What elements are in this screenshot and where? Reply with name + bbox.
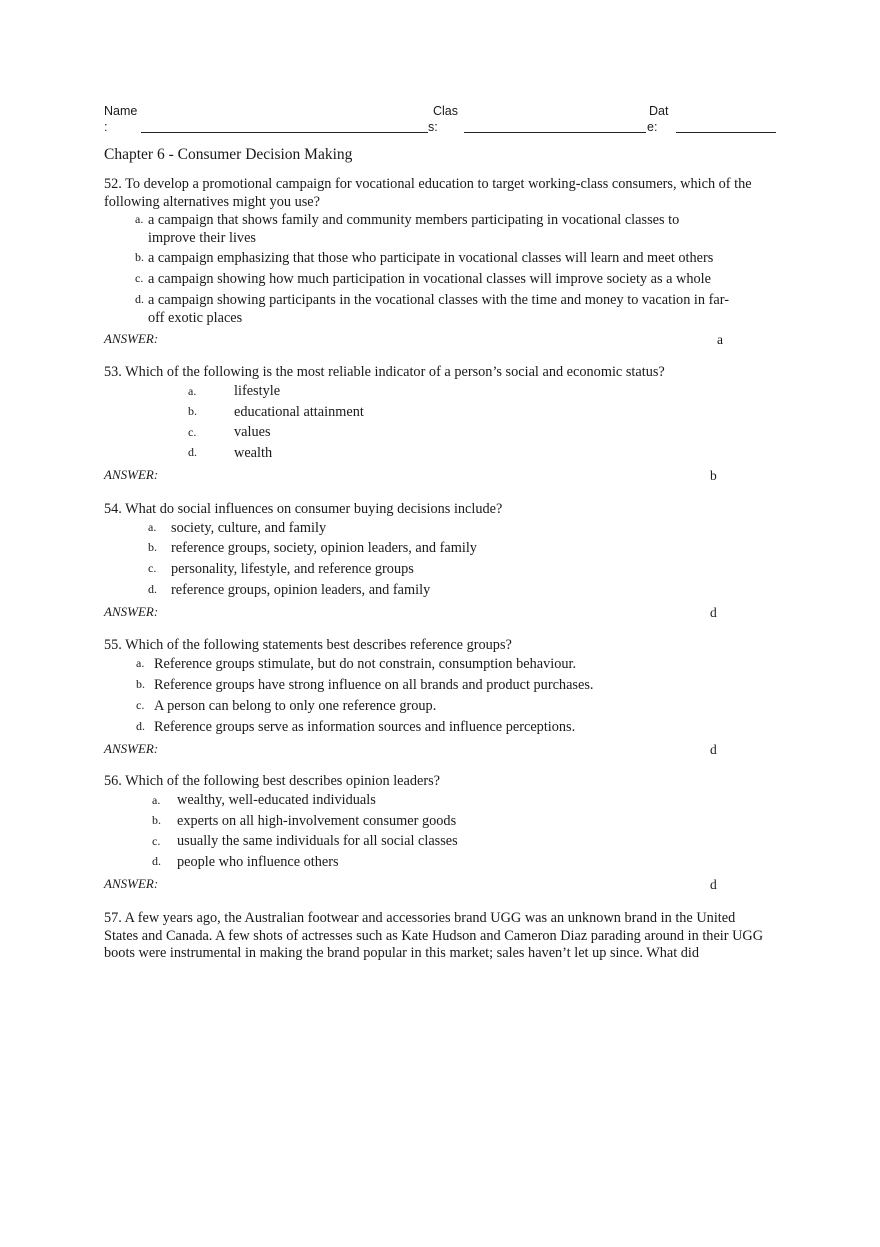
q53-option-d: wealth — [234, 445, 273, 461]
q55-option-b: Reference groups have strong influence on all brands and product purchases. — [154, 677, 594, 693]
q56-option-d-label: d. — [152, 854, 161, 868]
date-field-line[interactable] — [676, 132, 776, 133]
q56-option-d: people who influence others — [177, 854, 339, 870]
question-56-text: 56. Which of the following best describes opinion leaders? — [104, 773, 441, 789]
question-57-text: 57. A few years ago, the Australian footwear and accessories brand UGG was an unknown brand in the United States and Canada. A few shots of actresses such as Kate Hudson and Cameron Diaz parading around in their UGG boots were instrumental in making the brand popular in this market; sales haven’t let up since. What did — [104, 910, 764, 961]
q56-option-b-label: b. — [152, 813, 161, 827]
q54-option-d: reference groups, opinion leaders, and family — [171, 582, 431, 598]
q53-option-a-label: a. — [188, 384, 197, 398]
date-label: Dat — [649, 104, 669, 118]
q55-option-c-label: c. — [136, 698, 145, 712]
question-52-text: 52. To develop a promotional campaign for vocational education to target working-class consumers, which of the following alternatives might you use? — [104, 176, 752, 210]
q56-answer-value: d — [710, 877, 717, 892]
q54-option-a-label: a. — [148, 520, 157, 534]
q53-option-a: lifestyle — [234, 383, 281, 399]
q52-option-a: a campaign that shows family and community members participating in vocational classes to improve their lives — [148, 212, 680, 246]
q53-option-c: values — [234, 424, 271, 440]
q53-option-b: educational attainment — [234, 404, 364, 420]
date-label-suffix: e: — [647, 120, 658, 134]
q54-option-d-label: d. — [148, 582, 157, 596]
q54-answer-value: d — [710, 605, 717, 620]
question-54-text: 54. What do social influences on consumer buying decisions include? — [104, 501, 503, 517]
q52-answer-value: a — [717, 332, 723, 347]
class-label: Clas — [433, 104, 459, 118]
name-field-line[interactable] — [141, 132, 428, 133]
question-55-text: 55. Which of the following statements best describes reference groups? — [104, 637, 512, 653]
q54-option-c-label: c. — [148, 561, 157, 575]
q54-option-c: personality, lifestyle, and reference groups — [171, 561, 414, 577]
q54-option-a: society, culture, and family — [171, 520, 327, 536]
q56-option-a: wealthy, well-educated individuals — [177, 792, 376, 808]
q55-answer-value: d — [710, 742, 717, 757]
chapter-title: Chapter 6 - Consumer Decision Making — [104, 146, 353, 163]
name-label-colon: : — [104, 120, 108, 134]
q52-option-a-label: a. — [135, 212, 144, 226]
q55-option-d: Reference groups serve as information sources and influence perceptions. — [154, 719, 576, 735]
question-53-text: 53. Which of the following is the most reliable indicator of a person’s social and economic status? — [104, 364, 665, 380]
q54-option-b-label: b. — [148, 540, 157, 554]
q56-option-c: usually the same individuals for all social classes — [177, 833, 458, 849]
q56-answer-label: ANSWER: — [104, 876, 159, 891]
q52-option-d: a campaign showing participants in the vocational classes with the time and money to vacation in far-off exotic places — [148, 292, 729, 326]
q56-option-b: experts on all high-involvement consumer goods — [177, 813, 457, 829]
q55-option-c: A person can belong to only one reference group. — [154, 698, 437, 714]
q53-answer-label: ANSWER: — [104, 467, 159, 482]
q52-option-b-label: b. — [135, 250, 144, 264]
name-label: Name — [104, 104, 138, 118]
q54-option-b: reference groups, society, opinion leaders, and family — [171, 540, 477, 556]
q53-option-c-label: c. — [188, 425, 197, 439]
q53-option-d-label: d. — [188, 445, 197, 459]
q52-option-c: a campaign showing how much participation in vocational classes will improve society as a whole — [148, 271, 711, 287]
q52-answer-label: ANSWER: — [104, 331, 159, 346]
q55-option-b-label: b. — [136, 677, 145, 691]
q55-option-a: Reference groups stimulate, but do not constrain, consumption behaviour. — [154, 656, 577, 672]
q55-answer-label: ANSWER: — [104, 741, 159, 756]
q56-option-c-label: c. — [152, 834, 161, 848]
q52-option-d-label: d. — [135, 292, 144, 306]
q55-option-d-label: d. — [136, 719, 145, 733]
class-label-suffix: s: — [428, 120, 438, 134]
q52-option-c-label: c. — [135, 271, 144, 285]
class-field-line[interactable] — [464, 132, 646, 133]
q53-option-b-label: b. — [188, 404, 197, 418]
q55-option-a-label: a. — [136, 656, 145, 670]
q52-option-b: a campaign emphasizing that those who participate in vocational classes will learn and meet others — [148, 250, 714, 266]
q56-option-a-label: a. — [152, 793, 161, 807]
q54-answer-label: ANSWER: — [104, 604, 159, 619]
q53-answer-value: b — [710, 468, 717, 483]
